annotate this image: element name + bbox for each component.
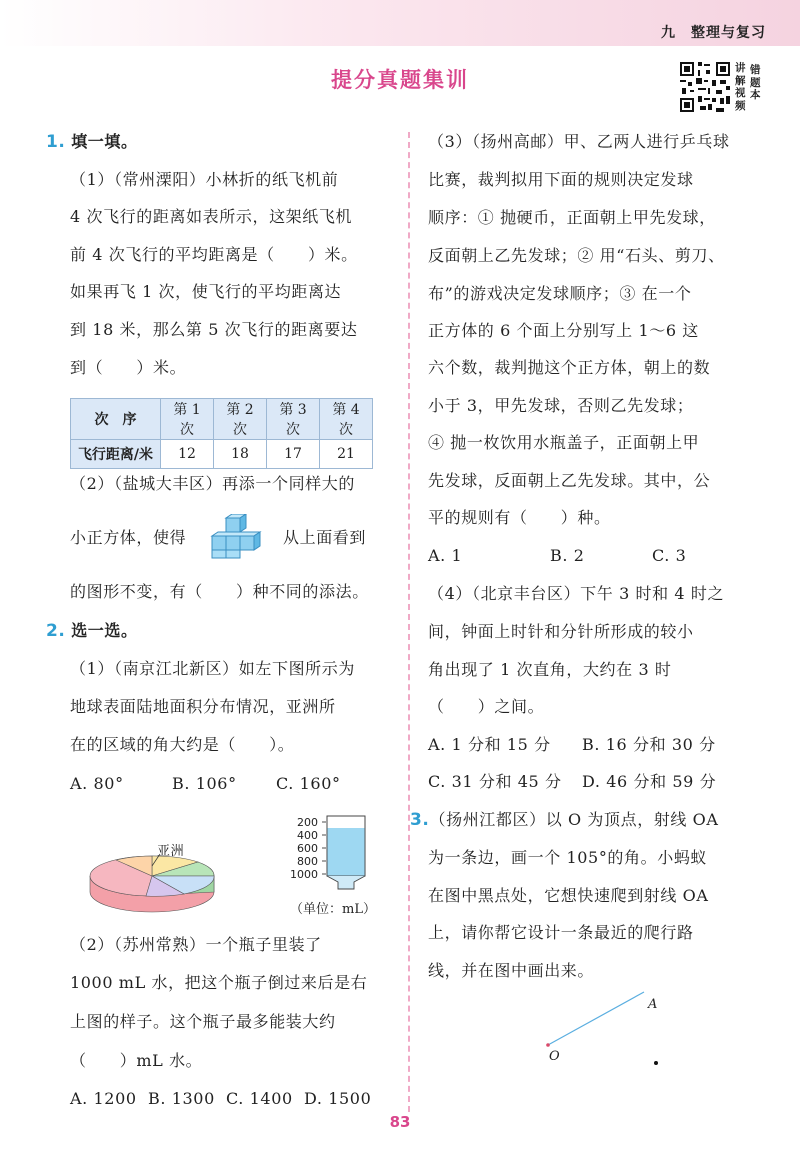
cube-stack-figure <box>208 514 272 560</box>
q2-p1-option: A. 80° <box>70 774 124 793</box>
q2-p4-line: 间，钟面上时针和分针所形成的较小 <box>428 622 694 641</box>
page-number: 83 <box>389 1113 411 1131</box>
q3-line: 在图中黑点处，它想快速爬到射线 OA <box>428 886 709 905</box>
q2-heading: 2. 选一选。 <box>46 621 138 641</box>
q2-p2-line: 1000 mL 水，把这个瓶子倒过来后是右 <box>70 973 368 992</box>
q2-p3-option: B. 2 <box>550 546 585 565</box>
q3-line: 为一条边，画一个 105°的角。小蚂蚁 <box>428 848 708 867</box>
bottle-tick-label: 800 <box>297 855 318 868</box>
ray-oa-figure <box>540 990 670 1070</box>
q2-p1-line: 地球表面陆地面积分布情况，亚洲所 <box>70 697 336 716</box>
q2-p3-line: 先发球，反面朝上乙先发球。其中，公 <box>428 471 711 490</box>
q1-p1-line: 到（ ）米。 <box>70 358 187 377</box>
q2-p1-option: B. 106° <box>172 774 237 793</box>
table-cell: 17 <box>267 440 320 469</box>
land-area-pie-chart <box>86 844 218 916</box>
bottle-figure <box>278 812 378 892</box>
bottle-tick-label: 600 <box>297 842 318 855</box>
q3-line: 上，请你帮它设计一条最近的爬行路 <box>428 923 694 942</box>
q1-p2-line: 的图形不变，有（ ）种不同的添法。 <box>70 582 369 601</box>
bottle-tick-label: 1000 <box>290 868 318 881</box>
q2-p3-line: ④ 抛一枚饮用水瓶盖子，正面朝上甲 <box>428 433 700 452</box>
label-a: A <box>648 997 658 1012</box>
q2-p4-line: 角出现了 1 次直角，大约在 3 时 <box>428 660 672 679</box>
qr-wrongbook-label: 错 题 本 <box>750 64 761 101</box>
q2-p3-line: 六个数，裁判抛这个正方体，朝上的数 <box>428 358 711 377</box>
q2-p3-line: 平的规则有（ ）种。 <box>428 508 611 527</box>
q2-p4-option: B. 16 分和 30 分 <box>582 735 716 754</box>
q2-p3-line: 顺序：① 抛硬币，正面朝上甲先发球， <box>428 208 716 227</box>
chapter-label: 九 整理与复习 <box>661 25 766 41</box>
table-header-cell: 第 4 次 <box>320 399 373 440</box>
q2-p2-line: （2）（苏州常熟）一个瓶子里装了 <box>70 935 322 954</box>
q2-p2-line: （ ）mL 水。 <box>70 1051 203 1070</box>
table-header-cell: 第 2 次 <box>214 399 267 440</box>
q2-p1-line: 在的区域的角大约是（ ）。 <box>70 735 295 754</box>
q2-p3-line: 比赛，裁判拟用下面的规则决定发球 <box>428 170 694 189</box>
qr-video-label: 讲 解 视 频 <box>735 62 746 112</box>
q1-p2-line: 小正方体，使得 <box>70 528 187 547</box>
unit-label: （单位：mL） <box>290 902 376 917</box>
table-header-cell: 第 3 次 <box>267 399 320 440</box>
table-cell: 12 <box>161 440 214 469</box>
q1-p1-line: 前 4 次飞行的平均距离是（ ）米。 <box>70 245 358 264</box>
q2-p3-line: 布”的游戏决定发球顺序；③ 在一个 <box>428 284 692 303</box>
q2-p3-option: C. 3 <box>652 546 687 565</box>
q2-p2-line: 上图的样子。这个瓶子最多能装大约 <box>70 1012 336 1031</box>
q1-p2-line: 从上面看到 <box>283 528 367 547</box>
q2-p4-line: （4）（北京丰台区）下午 3 时和 4 时之 <box>428 584 725 603</box>
q1-p1-line: 到 18 米，那么第 5 次飞行的距离要达 <box>70 320 358 339</box>
pie-label-asia: 亚洲 <box>157 844 185 859</box>
q2-p3-line: 反面朝上乙先发球；② 用“石头、剪刀、 <box>428 246 725 265</box>
q2-p1-line: （1）（南京江北新区）如左下图所示为 <box>70 659 355 678</box>
bottle-tick-label: 400 <box>297 829 318 842</box>
q1-p1-line: （1）（常州溧阳）小林折的纸飞机前 <box>70 170 339 189</box>
q2-p3-line: 小于 3，甲先发球，否则乙先发球； <box>428 396 694 415</box>
qr-code-icon[interactable] <box>678 60 732 114</box>
q2-p3-option: A. 1 <box>428 546 463 565</box>
q2-p2-option: D. 1500 <box>304 1089 372 1108</box>
table-header-cell: 第 1 次 <box>161 399 214 440</box>
q1-p1-line: 4 次飞行的距离如表所示，这架纸飞机 <box>70 207 353 226</box>
q1-p2-line: （2）（盐城大丰区）再添一个同样大的 <box>70 474 355 493</box>
label-o: O <box>549 1049 560 1064</box>
q3-line: 3.（扬州江都区）以 O 为顶点，射线 OA <box>410 810 719 830</box>
q2-p2-option: C. 1400 <box>226 1089 293 1108</box>
q2-p4-option: D. 46 分和 59 分 <box>582 772 717 791</box>
q3-line: 线，并在图中画出来。 <box>428 961 595 980</box>
q2-p2-option: A. 1200 <box>70 1089 137 1108</box>
flight-distance-table <box>70 398 373 469</box>
table-header-cell: 次 序 <box>71 399 161 440</box>
q2-p4-line: （ ）之间。 <box>428 697 545 716</box>
q1-p1-line: 如果再飞 1 次，使飞行的平均距离达 <box>70 282 342 301</box>
bottle-tick-label: 200 <box>297 816 318 829</box>
table-row-label: 飞行距离/米 <box>71 440 161 469</box>
q1-heading: 1. 填一填。 <box>46 132 138 152</box>
q2-p2-option: B. 1300 <box>148 1089 215 1108</box>
q2-p1-option: C. 160° <box>276 774 341 793</box>
table-cell: 18 <box>214 440 267 469</box>
q2-p3-line: 正方体的 6 个面上分别写上 1～6 这 <box>428 321 699 340</box>
q2-p4-option: C. 31 分和 45 分 <box>428 772 562 791</box>
q2-p3-line: （3）（扬州高邮）甲、乙两人进行乒乓球 <box>428 132 730 151</box>
table-cell: 21 <box>320 440 373 469</box>
q2-p4-option: A. 1 分和 15 分 <box>428 735 551 754</box>
page-title: 提分真题集训 <box>331 68 469 92</box>
column-divider <box>408 132 410 1112</box>
